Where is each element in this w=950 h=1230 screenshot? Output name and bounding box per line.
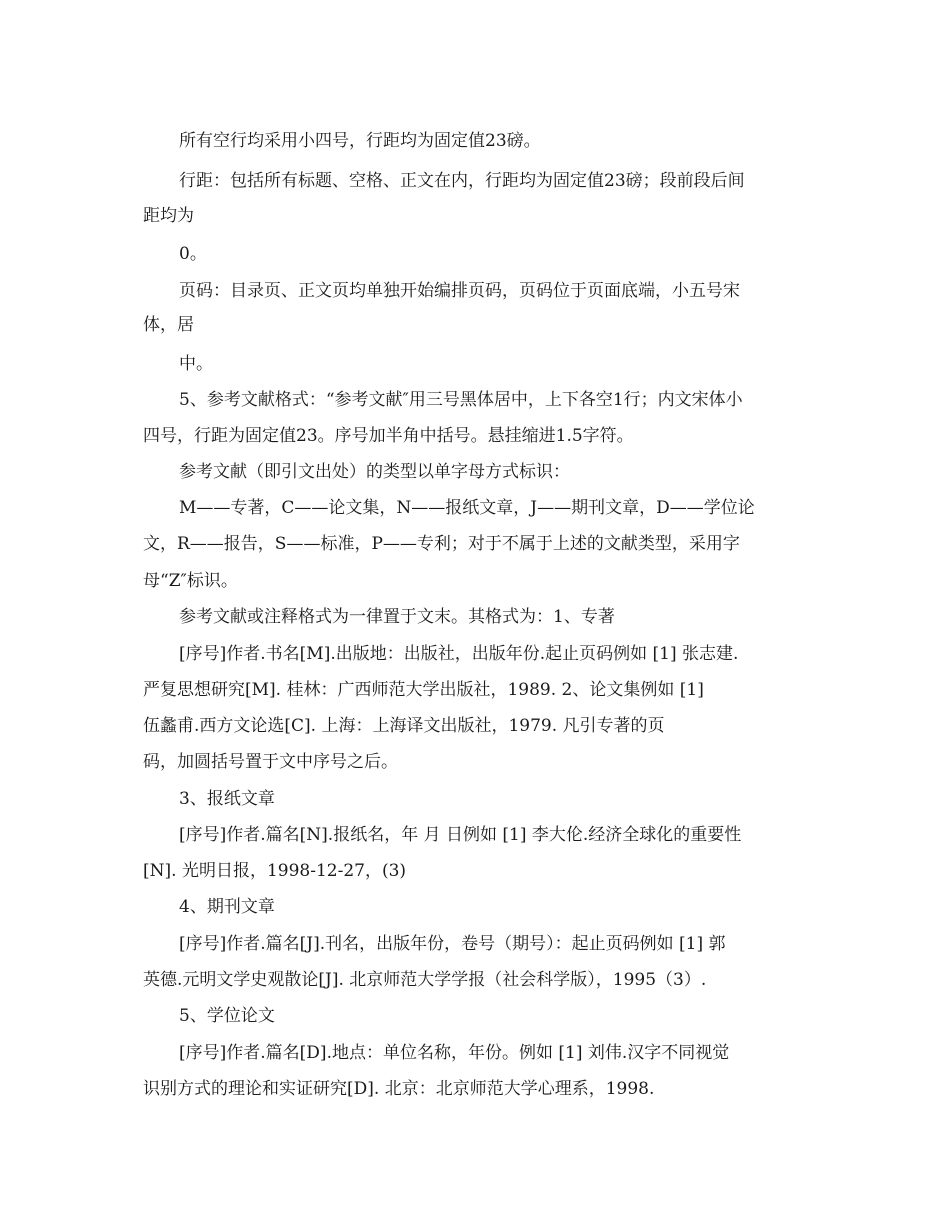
text-line: 中。 <box>179 354 213 374</box>
text-line: 文，R——报告，S——标准，P——专利；对于不属于上述的文献类型，采用字 <box>143 534 740 554</box>
text-line: 四号，行距为固定值23。序号加半角中括号。悬挂缩进1.5字符。 <box>143 426 634 446</box>
text-line: 0。 <box>179 244 207 264</box>
text-line: 严复思想研究[M]. 桂林：广西师范大学出版社，1989. 2、论文集例如 [1] <box>143 680 704 700</box>
text-line: 母“Z″标识。 <box>143 571 238 591</box>
text-line: 3、报纸文章 <box>179 789 275 809</box>
text-line: M——专著，C——论文集，N——报纸文章，J——期刊文章，D——学位论 <box>179 498 755 518</box>
text-line: 参考文献（即引文出处）的类型以单字母方式标识： <box>179 462 570 482</box>
text-line: [序号]作者.书名[M].出版地：出版社，出版年份.起止页码例如 [1] 张志建. <box>179 644 739 664</box>
text-line: 所有空行均采用小四号，行距均为固定值23磅。 <box>179 131 541 151</box>
text-line: 4、期刊文章 <box>179 897 275 917</box>
text-line: [序号]作者.篇名[J].刊名，出版年份，卷号（期号）：起止页码例如 [1] 郭 <box>179 934 726 954</box>
text-line: 5、学位论文 <box>179 1006 275 1026</box>
text-line: [N]. 光明日报，1998-12-27，(3) <box>143 861 407 881</box>
text-line: 码，加圆括号置于文中序号之后。 <box>143 752 398 772</box>
text-line: 体，居 <box>143 315 194 335</box>
text-line: 距均为 <box>143 206 194 226</box>
text-line: 参考文献或注释格式为一律置于文末。其格式为：1、专著 <box>179 607 615 627</box>
text-line: [序号]作者.篇名[N].报纸名，年 月 日例如 [1] 李大伦.经济全球化的重要性 <box>179 825 742 845</box>
text-line: 英德.元明文学史观散论[J]. 北京师范大学学报（社会科学版），1995（3）. <box>143 970 707 990</box>
text-line: 页码：目录页、正文页均单独开始编排页码，页码位于页面底端，小五号宋 <box>179 281 740 301</box>
text-line: 5、参考文献格式：“参考文献″用三号黑体居中，上下各空1行；内文宋体小 <box>179 390 743 410</box>
text-line: 伍蠡甫.西方文论选[C]. 上海：上海译文出版社，1979. 凡引专著的页 <box>143 716 665 736</box>
text-line: 行距：包括所有标题、空格、正文在内，行距均为固定值23磅；段前段后间 <box>179 171 745 191</box>
text-line: [序号]作者.篇名[D].地点：单位名称，年份。例如 [1] 刘伟.汉字不同视觉 <box>179 1043 730 1063</box>
text-line: 识别方式的理论和实证研究[D]. 北京：北京师范大学心理系，1998. <box>143 1079 655 1099</box>
